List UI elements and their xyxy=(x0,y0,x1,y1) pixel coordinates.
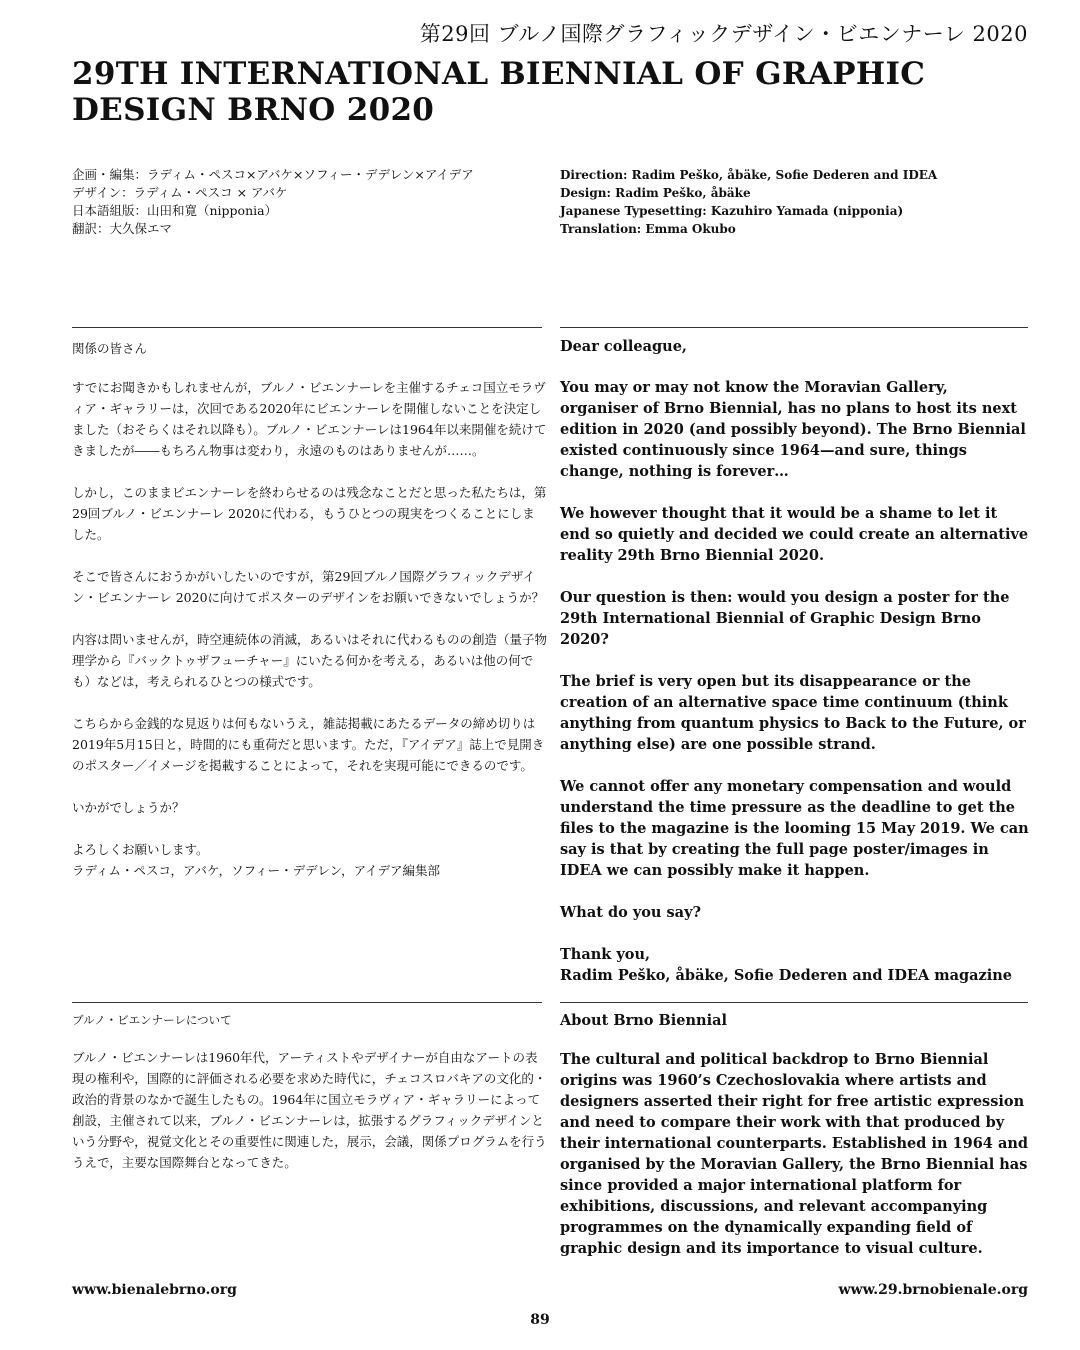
paragraph: You may or may not know the Moravian Gallery, organiser of Brno Biennial, has no plans to host its next edition in 2020 (and possibly beyond). The Brno Biennial existed continuously since 1964—and sure, things change, nothing is forever… xyxy=(560,379,1026,480)
page-number: 89 xyxy=(530,1312,550,1328)
about-japanese xyxy=(72,1010,547,1173)
credits-japanese xyxy=(72,166,474,238)
credit-line: 翻訳：大久保エマ xyxy=(72,221,173,236)
paragraph: そこで皆さんにおうかがいしたいのですが，第29回ブルノ国際グラフィックデザイン・ビエンナーレ 2020に向けてポスターのデザインをお願いできないでしょうか？ xyxy=(72,569,545,605)
credit-line: デザイン：ラディム・ペスコ × アバケ xyxy=(72,185,288,200)
signature: ラディム・ペスコ，アバケ，ソフィー・デデレン，アイデア編集部 xyxy=(72,863,440,878)
letter-japanese xyxy=(72,338,547,881)
salutation: Dear colleague, xyxy=(560,338,687,355)
closing: よろしくお願いします。 xyxy=(72,842,209,857)
letter-english xyxy=(560,336,1030,986)
paragraph: Our question is then: would you design a poster for the 29th International Biennial of Graphic Design Brno 2020? xyxy=(560,589,1010,648)
credit-line: Design: Radim Peško, åbäke xyxy=(560,186,751,200)
paragraph: The cultural and political backdrop to Brno Biennial origins was 1960’s Czechoslovakia where artists and designers asserted their right for free artistic expression and need to compare their work with that produced by their international counterparts. Established in 1964 and organised by the Moravian Gallery, the Brno Biennial has since provided a major international platform for exhibitions, discussions, and relevant accompanying programmes on the dynamically expanding field of graphic design and its importance to visual culture. xyxy=(560,1051,1029,1257)
credit-line: Translation: Emma Okubo xyxy=(560,222,736,236)
section-heading: About Brno Biennial xyxy=(560,1012,727,1029)
divider xyxy=(560,327,1028,328)
paragraph: いかがでしょうか？ xyxy=(72,800,185,815)
paragraph: 内容は問いませんが，時空連続体の消滅，あるいはそれに代わるものの創造（量子物理学から『バックトゥザフューチャー』にいたる何かを考える，あるいは他の何でも）などは，考えられるひとつの様式です。 xyxy=(72,632,548,689)
footer-link-bienalebrno[interactable]: www.bienalebrno.org xyxy=(72,1282,237,1298)
paragraph: We however thought that it would be a shame to let it end so quietly and decided we could create an alternative reality 29th Brno Biennial 2020. xyxy=(560,505,1029,564)
paragraph: We cannot offer any monetary compensation and would understand the time pressure as the deadline to get the files to the magazine is the looming 15 May 2019. We can say is that by creating the full page poster/images in IDEA we can possibly make it happen. xyxy=(560,778,1029,879)
closing: Thank you, xyxy=(560,946,651,963)
credit-line: 日本語組版：山田和寛（nipponia） xyxy=(72,203,278,218)
credit-line: Japanese Typesetting: Kazuhiro Yamada (nipponia) xyxy=(560,204,904,218)
paragraph: The brief is very open but its disappearance or the creation of an alternative space time continuum (think anything from quantum physics to Back to the Future, or anything else) are one possible strand. xyxy=(560,673,1026,753)
about-english xyxy=(560,1010,1030,1259)
paragraph: What do you say? xyxy=(560,904,701,921)
credits-english xyxy=(560,166,937,238)
credit-line: Direction: Radim Peško, åbäke, Sofie Dederen and IDEA xyxy=(560,168,938,182)
japanese-title: 第29回 ブルノ国際グラフィックデザイン・ビエンナーレ 2020 xyxy=(419,22,1028,46)
footer-link-29-brnobienale[interactable]: www.29.brnobienale.org xyxy=(838,1282,1028,1298)
signature: Radim Peško, åbäke, Sofie Dederen and IDEA magazine xyxy=(560,967,1013,984)
paragraph: ブルノ・ビエンナーレは1960年代，アーティストやデザイナーが自由なアートの表現の権利や，国際的に評価される必要を求めた時代に，チェコスロバキアの文化的・政治的背景のなかで誕生したもの。1964年に国立モラヴィア・ギャラリーによって創設，主催されて以来，ブルノ・ビエンナーレは，拡張するグラフィックデザインという分野や，視覚文化とその重要性に関連した，展示，会議，関係プログラムを行ううえで，主要な国際舞台となってきた。 xyxy=(72,1050,547,1170)
salutation: 関係の皆さん xyxy=(72,341,148,356)
paragraph: こちらから金銭的な見返りは何もないうえ，雑誌掲載にあたるデータの締め切りは2019年5月15日と，時間的にも重荷だと思います。ただ，『アイデア』誌上で見開きのポスター／イメージを掲載することによって，それを実現可能にできるのです。 xyxy=(72,716,545,773)
divider xyxy=(72,327,542,328)
paragraph: すでにお聞きかもしれませんが，ブルノ・ビエンナーレを主催するチェコ国立モラヴィア・ギャラリーは，次回である2020年にビエンナーレを開催しないことを決定しました（おそらくはそれ以降も）。ブルノ・ビエンナーレは1964年以来開催を続けてきましたが――もちろん物事は変わり，永遠のものはありませんが……。 xyxy=(72,380,547,458)
paragraph: しかし，このままビエンナーレを終わらせるのは残念なことだと思った私たちは，第29回ブルノ・ビエンナーレ 2020に代わる，もうひとつの現実をつくることにしました。 xyxy=(72,485,547,542)
credit-line: 企画・編集：ラディム・ペスコ×アバケ×ソフィー・デデレン×アイデア xyxy=(72,167,474,182)
divider xyxy=(72,1002,542,1003)
divider xyxy=(560,1002,1028,1003)
page-title: 29TH INTERNATIONAL BIENNIAL OF GRAPHIC DESIGN BRNO 2020 xyxy=(72,56,926,128)
section-heading: ブルノ・ビエンナーレについて xyxy=(72,1013,232,1027)
